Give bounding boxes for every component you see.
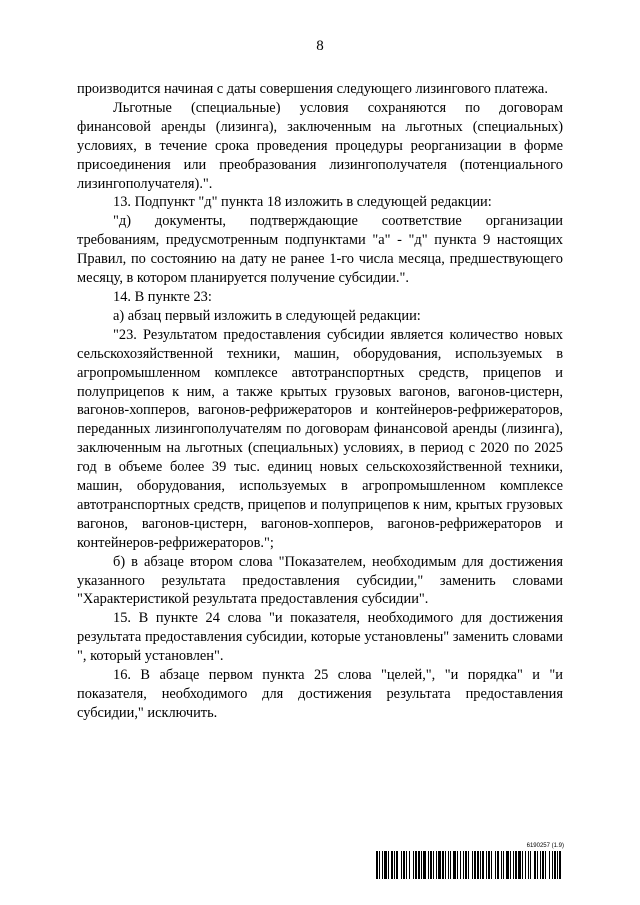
paragraph-item-13-text: "д) документы, подтверждающие соответствие организации требованиям, предусмотренным подпунктами "а" - "д" пункта 9 настоящих Правил, по состоянию на дату не ранее 1-го числа месяца, предшествующего месяцу, в котором планируется получение субсидии.". <box>77 213 563 287</box>
paragraph-item-14: 14. В пункте 23: <box>113 288 212 305</box>
paragraph-preferential-conditions: Льготные (специальные) условия сохраняются по договорам финансовой аренды (лизинга), заключенным на льготных (специальных) условиях, в течение срока проведения процедуры реорганизации в форме присоединения или преобразования лизингополучателя (потенциального лизингополучателя).". <box>77 99 563 192</box>
document-code: 6190257 (1.9) <box>526 843 564 849</box>
paragraph-item-16: 16. В абзаце первом пункта 25 слова "целей,", "и порядка" и "и показателя, необходимого для достижения результата предоставления субсидии," исключить. <box>77 667 563 721</box>
paragraph-item-13: 13. Подпункт "д" пункта 18 изложить в следующей редакции: <box>113 194 492 211</box>
paragraph-item-14-a-text: "23. Результатом предоставления субсидии является количество новых сельскохозяйственной техники, машин, оборудования, используемых в агропромышленном комплексе автотранспортных средств, прицепов и полуприцепов к ним, а также крытых грузовых вагонов, вагонов-цистерн, вагонов-хопперов, вагонов-рефрижераторов и контейнеров-рефрижераторов, переданных лизингополучателям по договорам финансовой аренды (лизинга), заключенным на льготных (специальных) условиях, в период с 2020 по 2025 год в объеме более 39 тыс. единиц новых сельскохозяйственной техники, машин, оборудования, используемых в агропромышленном комплексе автотранспортных средств, прицепов и полуприцепов к ним, крытых грузовых вагонов, вагонов-цистерн, вагонов-хопперов, вагонов-рефрижераторов и контейнеров-рефрижераторов."; <box>77 326 563 551</box>
barcode-gap <box>561 851 564 879</box>
barcode-image <box>376 851 564 879</box>
page-number: 8 <box>316 38 324 54</box>
paragraph-item-15: 15. В пункте 24 слова "и показателя, необходимого для достижения результата предоставления субсидии, которые установлены" заменить словами ", который установлен". <box>77 610 563 665</box>
paragraph-continuation: производится начиная с даты совершения следующего лизингового платежа. <box>77 81 548 97</box>
paragraph-item-14-a: а) абзац первый изложить в следующей редакции: <box>113 307 421 324</box>
paragraph-item-14-b: б) в абзаце втором слова "Показателем, необходимым для достижения указанного результата предоставления субсидии," заменить словами "Характеристикой результата предоставления субсидии". <box>77 553 563 608</box>
document-body <box>77 80 563 723</box>
